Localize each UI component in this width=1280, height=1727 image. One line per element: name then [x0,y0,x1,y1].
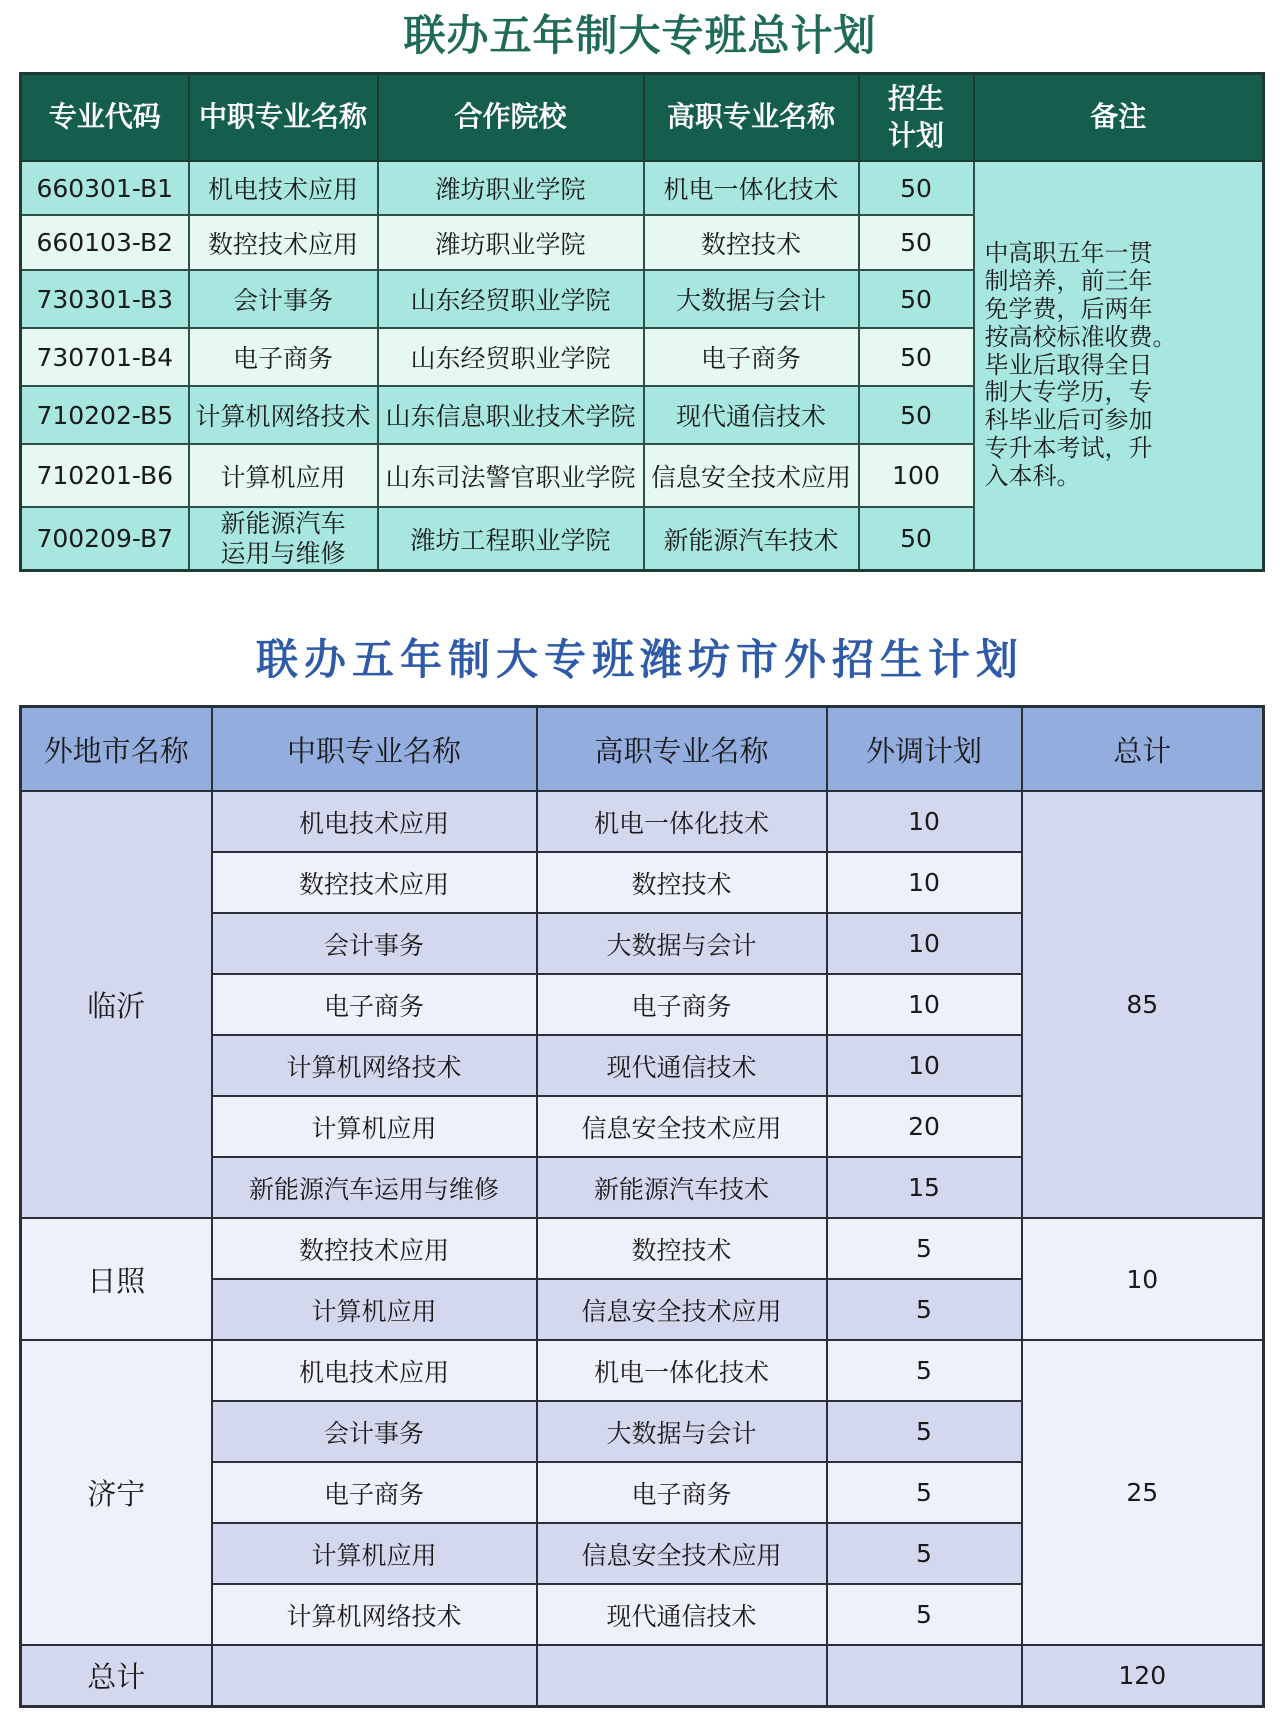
cell-code: 710201-B6 [21,444,189,507]
note-line: 专升本考试，升 [984,434,1153,463]
cell-secondary-major: 电子商务 [189,328,378,386]
cell-higher-major: 机电一体化技术 [644,161,859,215]
cell-secondary-major: 数控技术应用 [189,215,378,270]
cell-partner-school: 潍坊职业学院 [378,161,644,215]
empty-cell [212,1645,537,1707]
cell-higher-major: 电子商务 [644,328,859,386]
cell-code: 660301-B1 [21,161,189,215]
cell-external-plan: 5 [827,1462,1022,1523]
cell-secondary-major: 电子商务 [212,1462,537,1523]
cell-secondary-major: 计算机应用 [212,1279,537,1340]
empty-cell [537,1645,827,1707]
table-row [21,1218,1264,1279]
cell-external-plan: 10 [827,852,1022,913]
cell-secondary-major: 会计事务 [212,913,537,974]
cell-partner-school: 潍坊工程职业学院 [378,507,644,571]
cell-secondary-major: 计算机应用 [189,444,378,507]
table-header-row [21,707,1264,792]
cell-city: 济宁 [21,1340,212,1645]
table-row [21,791,1264,852]
table-row [21,1340,1264,1401]
cell-secondary-major: 机电技术应用 [212,1340,537,1401]
cell-secondary-major-line1: 新能源汽车 [220,508,346,538]
cell-secondary-major: 数控技术应用 [212,1218,537,1279]
cell-code: 710202-B5 [21,386,189,444]
cell-secondary-major: 计算机应用 [212,1523,537,1584]
cell-secondary-major: 会计事务 [212,1401,537,1462]
header-higher-major: 高职专业名称 [537,707,827,792]
cell-city-total: 85 [1022,791,1264,1218]
cell-plan: 50 [859,328,974,386]
cell-higher-major: 大数据与会计 [537,1401,827,1462]
cell-higher-major: 信息安全技术应用 [644,444,859,507]
cell-higher-major: 现代通信技术 [644,386,859,444]
cell-higher-major: 机电一体化技术 [537,1340,827,1401]
cell-external-plan: 10 [827,974,1022,1035]
cell-code: 700209-B7 [21,507,189,571]
cell-external-plan: 5 [827,1523,1022,1584]
header-secondary-major: 中职专业名称 [212,707,537,792]
empty-cell [827,1645,1022,1707]
cell-plan: 50 [859,161,974,215]
cell-partner-school: 潍坊职业学院 [378,215,644,270]
cell-external-plan: 5 [827,1340,1022,1401]
cell-secondary-major: 新能源汽车运用与维修 [212,1157,537,1218]
grand-total-label: 总计 [21,1645,212,1707]
cell-external-plan: 10 [827,1035,1022,1096]
cell-external-plan: 5 [827,1401,1022,1462]
cell-external-plan: 20 [827,1096,1022,1157]
cell-plan: 100 [859,444,974,507]
header-secondary-major: 中职专业名称 [189,74,378,162]
note-line: 毕业后取得全日 [984,350,1153,379]
cell-higher-major: 大数据与会计 [537,913,827,974]
header-enrollment-plan [859,74,974,162]
cell-higher-major: 电子商务 [537,974,827,1035]
cell-secondary-major: 计算机网络技术 [212,1584,537,1645]
cell-partner-school: 山东司法警官职业学院 [378,444,644,507]
header-partner-school: 合作院校 [378,74,644,162]
header-major-code: 专业代码 [21,74,189,162]
cell-city-total: 10 [1022,1218,1264,1340]
header-plan-line2: 计划 [887,118,944,152]
total-plan-title: 联办五年制大专班总计划 [403,11,877,60]
cell-higher-major: 新能源汽车技术 [537,1157,827,1218]
note-line: 中高职五年一贯 [984,239,1153,268]
cell-secondary-major: 计算机应用 [212,1096,537,1157]
cell-secondary-major-line2: 运用与维修 [220,538,346,568]
cell-plan: 50 [859,507,974,571]
grand-total-value: 120 [1022,1645,1264,1707]
header-plan-line1: 招生 [887,82,944,116]
cell-plan: 50 [859,386,974,444]
cell-code: 730301-B3 [21,270,189,328]
note-line: 入本科。 [984,461,1081,490]
grand-total-row [21,1645,1264,1707]
cell-secondary-major: 数控技术应用 [212,852,537,913]
cell-higher-major: 数控技术 [644,215,859,270]
cell-secondary-major [189,507,378,571]
cell-secondary-major: 计算机网络技术 [189,386,378,444]
cell-plan: 50 [859,215,974,270]
cell-external-plan: 5 [827,1279,1022,1340]
cell-city: 临沂 [21,791,212,1218]
cell-partner-school: 山东经贸职业学院 [378,328,644,386]
cell-secondary-major: 机电技术应用 [189,161,378,215]
cell-secondary-major: 会计事务 [189,270,378,328]
cell-higher-major: 信息安全技术应用 [537,1523,827,1584]
cell-partner-school: 山东信息职业技术学院 [378,386,644,444]
cell-higher-major: 数控技术 [537,1218,827,1279]
header-city: 外地市名称 [21,707,212,792]
cell-higher-major: 电子商务 [537,1462,827,1523]
note-line: 按高校标准收费。 [984,322,1177,351]
cell-external-plan: 15 [827,1157,1022,1218]
cell-code: 730701-B4 [21,328,189,386]
cell-higher-major: 现代通信技术 [537,1035,827,1096]
note-line: 制大专学历，专 [984,378,1153,407]
cell-external-plan: 5 [827,1218,1022,1279]
cell-higher-major: 信息安全技术应用 [537,1096,827,1157]
cell-higher-major: 现代通信技术 [537,1584,827,1645]
cell-higher-major: 机电一体化技术 [537,791,827,852]
cell-higher-major: 数控技术 [537,852,827,913]
outside-weifang-plan-table [19,705,1265,1708]
cell-external-plan: 10 [827,913,1022,974]
cell-secondary-major: 电子商务 [212,974,537,1035]
cell-city: 日照 [21,1218,212,1340]
cell-city-total: 25 [1022,1340,1264,1645]
note-line: 制培养，前三年 [984,267,1153,296]
cell-code: 660103-B2 [21,215,189,270]
cell-external-plan: 10 [827,791,1022,852]
header-total: 总计 [1022,707,1264,792]
header-external-plan: 外调计划 [827,707,1022,792]
note-line: 免学费，后两年 [984,294,1153,323]
table-row [21,161,1264,215]
outside-plan-title: 联办五年制大专班潍坊市外招生计划 [255,635,1024,684]
cell-higher-major: 信息安全技术应用 [537,1279,827,1340]
total-plan-table [19,72,1265,572]
cell-higher-major: 大数据与会计 [644,270,859,328]
cell-partner-school: 山东经贸职业学院 [378,270,644,328]
header-notes: 备注 [974,74,1264,162]
cell-higher-major: 新能源汽车技术 [644,507,859,571]
table-header-row [21,74,1264,162]
cell-plan: 50 [859,270,974,328]
notes-cell [974,161,1264,571]
header-higher-major: 高职专业名称 [644,74,859,162]
cell-external-plan: 5 [827,1584,1022,1645]
cell-secondary-major: 计算机网络技术 [212,1035,537,1096]
note-line: 科毕业后可参加 [984,406,1153,435]
cell-secondary-major: 机电技术应用 [212,791,537,852]
